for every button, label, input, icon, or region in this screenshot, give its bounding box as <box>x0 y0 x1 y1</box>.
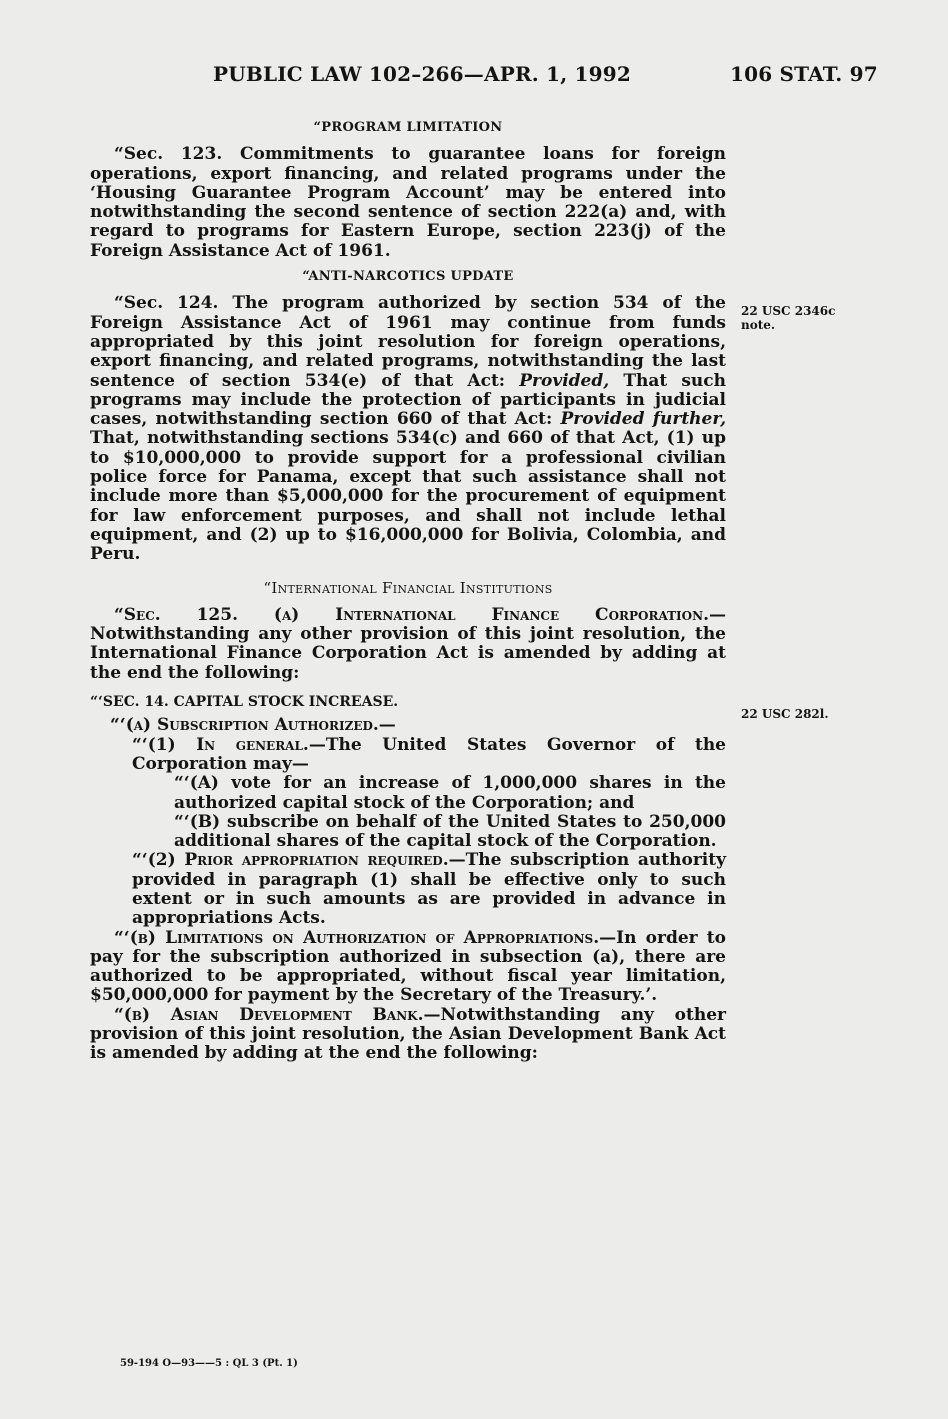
page-footer: 59-194 O—93——5 : QL 3 (Pt. 1) <box>120 1358 298 1369</box>
sec-124-part1: “Sec. 124. The program authorized by section 534 of the Foreign Assistance Act of 1961 may continue from funds appropriated by this joint resolution for foreign operations, export financing, and related programs, notwithstanding the last sentence of section 534(e) of that Act: <box>90 293 726 391</box>
margin-note-2346c-line1: 22 USC 2346c <box>741 304 836 318</box>
sub-a2-text: —The subscription authority provided in paragraph (1) shall be effective only to such extent or in such amounts as are provided in advance in appropriations Acts. <box>132 850 726 929</box>
sec-124-proviso1: Provided, <box>519 370 610 391</box>
sub-A: “‘(A) vote for an increase of 1,000,000 shares in the authorized capital stock of the Corporation; and <box>174 773 726 813</box>
margin-note-2346c-line2: note. <box>741 318 776 332</box>
margin-note-282l: 22 USC 282l. <box>741 707 829 721</box>
heading-intl-financial: “International Financial Institutions <box>263 578 553 597</box>
sub-b-text: —In order to pay for the subscription authorized in subsection (a), there are authorized to be appropriated, without fiscal year limitation, $50,000,000 for payment by the Secretary of the Treasury.’. <box>90 927 726 1006</box>
sub-a2-lead: “‘(2) Prior appropriation required. <box>132 850 449 871</box>
page-header-title: PUBLIC LAW 102–266—APR. 1, 1992 <box>213 62 631 86</box>
sec-125-intro <box>90 606 726 683</box>
sec-125-text: —Notwithstanding any other provision of this joint resolution, the International Finance Corporation Act is amended by adding at the end the following: <box>90 604 726 683</box>
sec-123-text: “Sec. 123. Commitments to guarantee loans for foreign operations, export financing, and related programs under the ‘Housing Guarantee Program Account’ may be entered into notwithstanding the second sentence of section 222(a) and, with regard to programs for Eastern Europe, section 223(j) of the Foreign Assistance Act of 1961. <box>90 144 726 261</box>
adb-lead: “(b) Asian Development Bank. <box>114 1004 424 1025</box>
sec-124-text <box>90 294 726 564</box>
sub-a2 <box>90 851 726 928</box>
heading-program-limitation: “PROGRAM LIMITATION <box>313 120 503 135</box>
main-column <box>90 112 726 1064</box>
sub-b-lead: “‘(b) Limitations on Authorization of Appropriations. <box>114 927 600 948</box>
sub-a-heading: “‘(a) Subscription Authorized.— <box>110 715 396 736</box>
sub-a1 <box>90 736 726 775</box>
sub-a1-text: —The United States Governor of the Corporation may— <box>132 734 726 774</box>
asian-development-bank <box>90 1006 726 1064</box>
margin-note-2346c <box>741 304 835 332</box>
sub-B: “‘(B) subscribe on behalf of the United States to 250,000 additional shares of the capital stock of the Corporation. <box>174 811 726 852</box>
sec-124-part2: That such programs may include the protection of participants in judicial cases, notwithstanding section 660 of that Act: <box>90 370 727 430</box>
sub-a1-lead: “‘(1) In general. <box>132 734 309 755</box>
sec-125-lead: “Sec. 125. (a) International Finance Corporation. <box>114 604 709 625</box>
sec-124-part3: That, notwithstanding sections 534(c) and 660 of that Act, (1) up to $10,000,000 to provide support for a professional civilian police force for Panama, except that such assistance shall not include more than $5,000,000 for the procurement of equipment for law enforcement purposes, and shall not include lethal equipment, and (2) up to $16,000,000 for Bolivia, Colombia, and Peru. <box>90 428 726 565</box>
sub-b <box>90 929 726 1006</box>
sec-14-heading: “‘SEC. 14. CAPITAL STOCK INCREASE. <box>90 694 399 711</box>
adb-text: —Notwithstanding any other provision of this joint resolution, the Asian Development Bank Act is amended by adding at the end the following: <box>90 1004 726 1064</box>
sec-124-proviso2: Provided further, <box>560 409 726 430</box>
page-header-stat: 106 STAT. 97 <box>730 62 878 86</box>
heading-anti-narcotics: “ANTI-NARCOTICS UPDATE <box>302 269 514 285</box>
